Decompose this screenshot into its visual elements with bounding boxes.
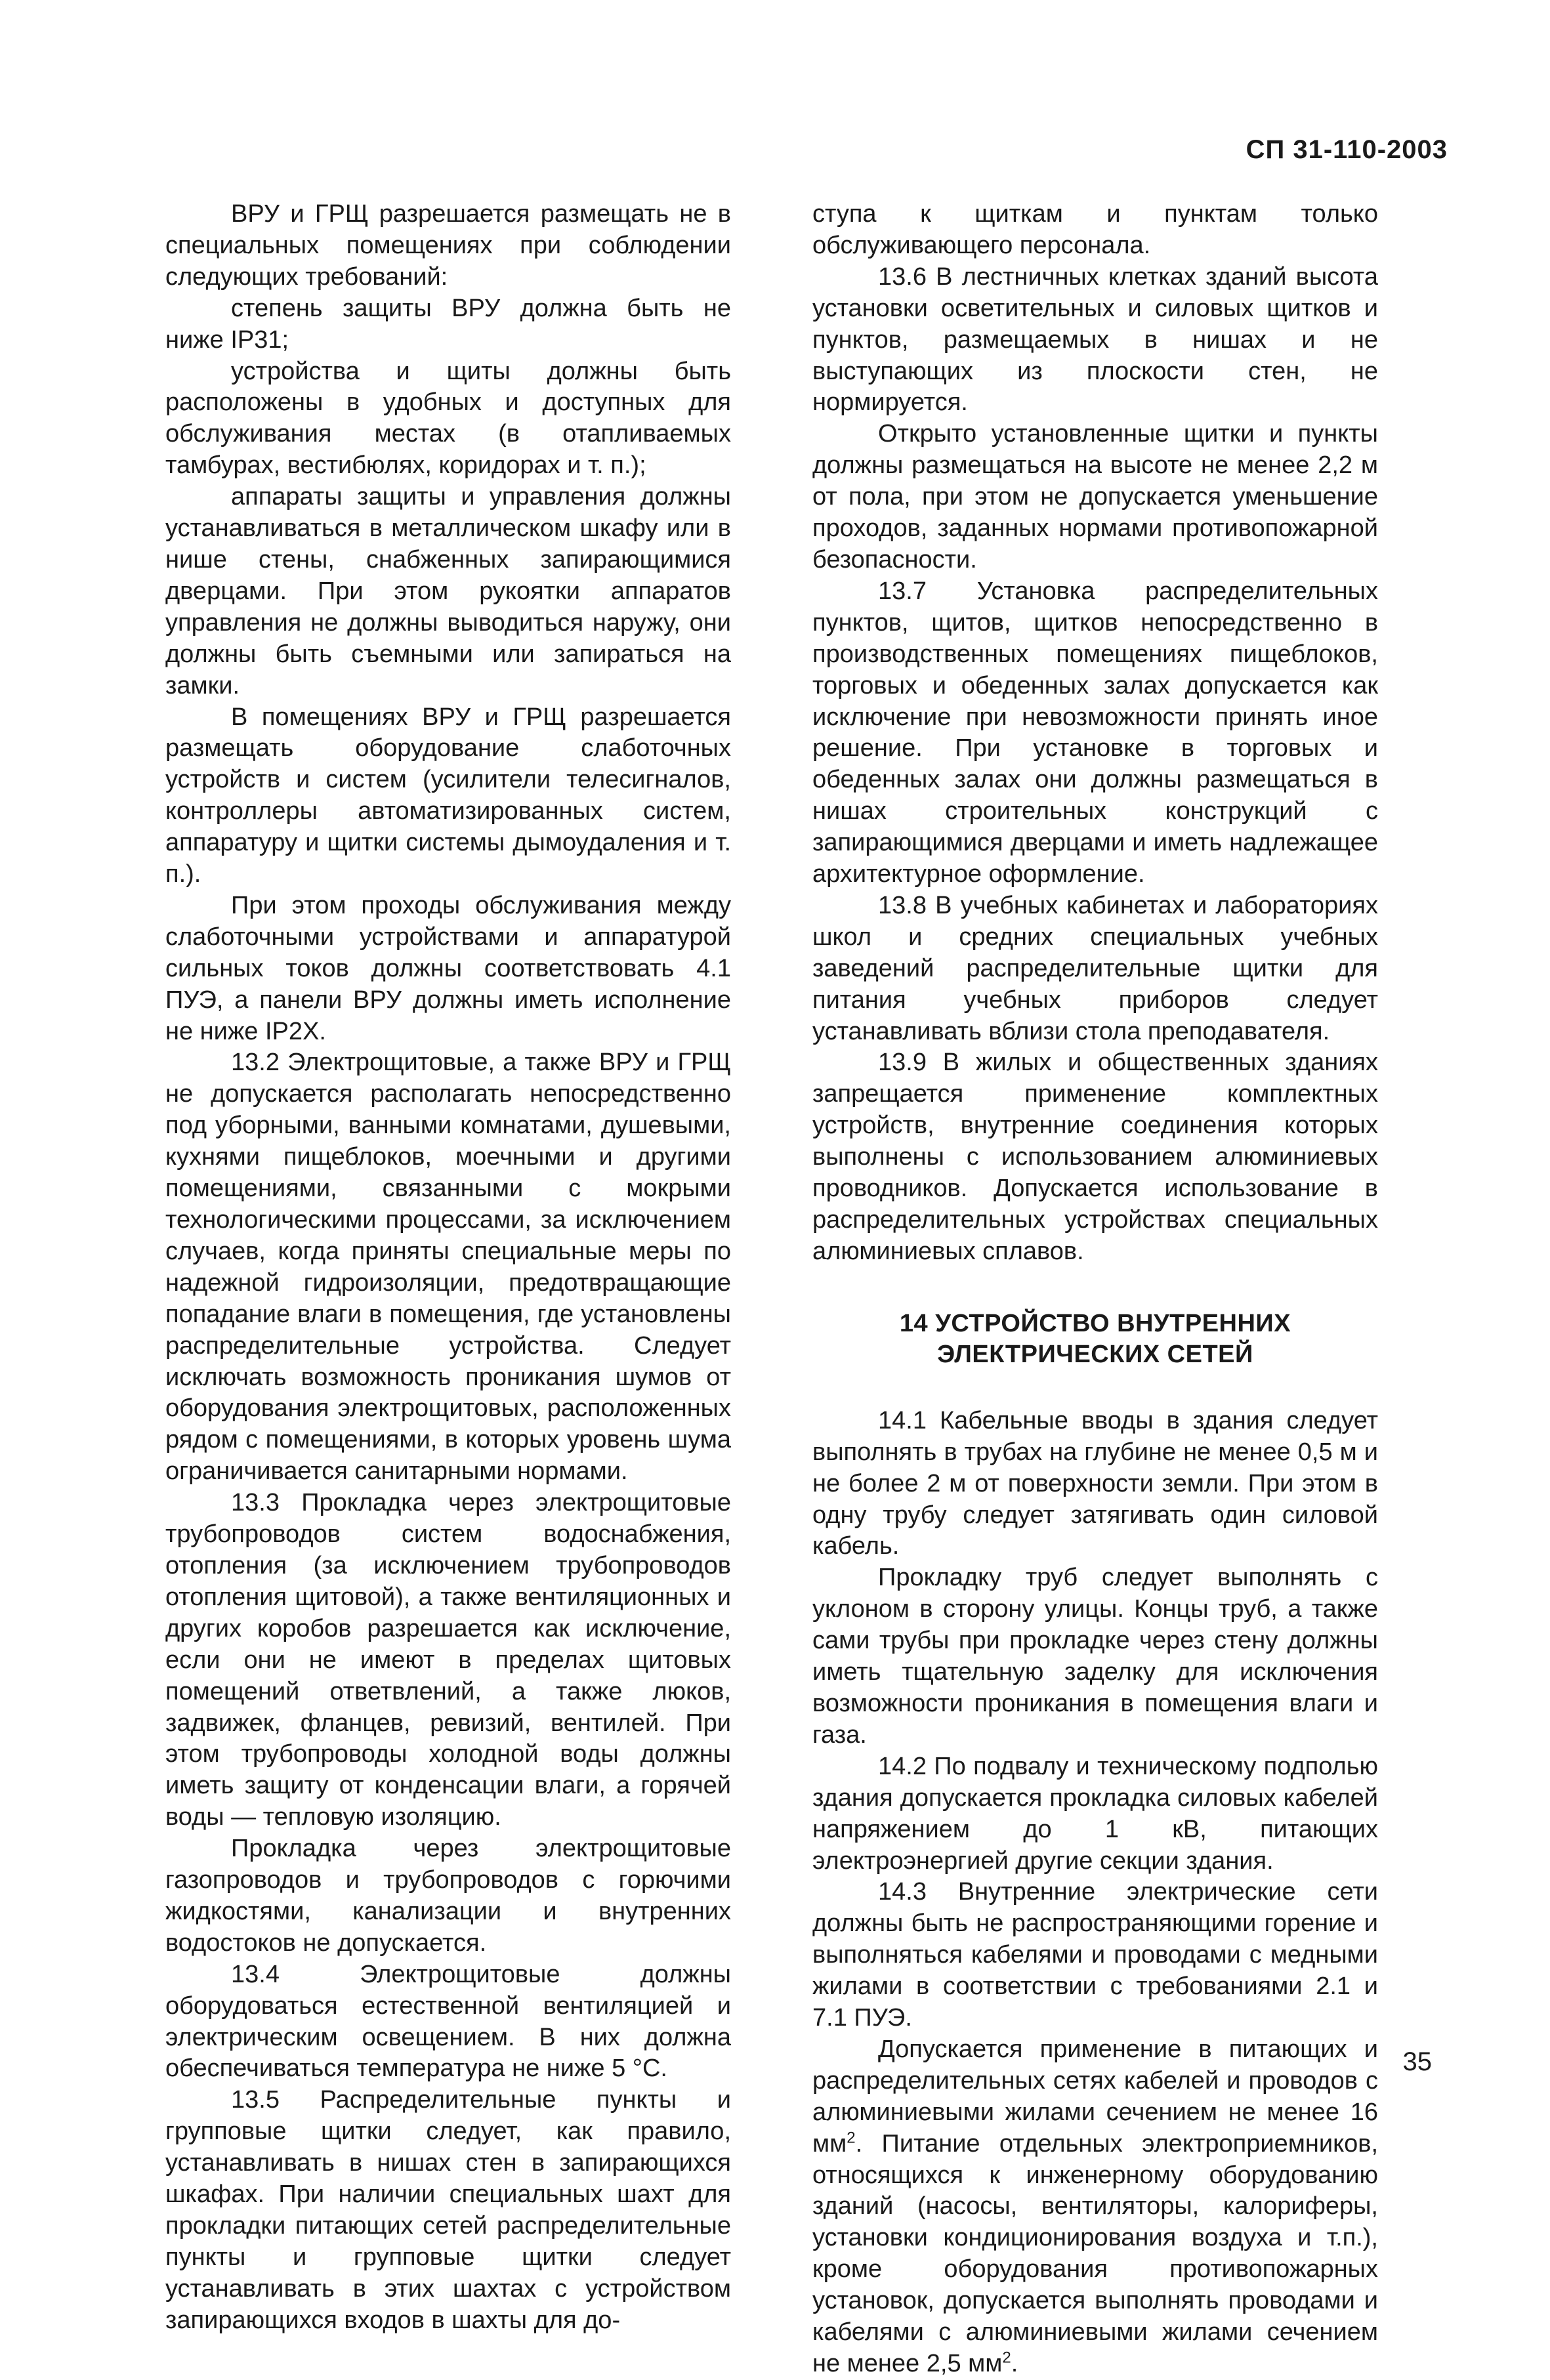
- paragraph: 13.6 В лестничных клетках зданий высота установки осветительных и силовых щитков и пунктов, размещаемых в нишах и не выступающих из плоскости стен, не нормируется.: [812, 262, 1378, 417]
- paragraph: 13.7 Установка распределительных пунктов, щитов, щитков непосредственно в производственных помещениях пищеблоков, торговых и обеденных залах допускается как исключение при невозможности принять иное решение. При установке в торговых и обеденных залах они должны размещаться в нишах строительных конструкций с запирающимися дверцами и иметь надлежащее архитектурное оформление.: [812, 577, 1378, 888]
- text-run: . Питание отдельных электроприемников, относящихся к инженерному оборудованию зданий (насосы, вентиляторы, калориферы, установки кондиционирования воздуха и т.п.), кроме оборудования противопожарных установок, допускается выполнять проводами и кабелями с алюминиевыми жилами сечением не менее 2,5 мм: [812, 2129, 1378, 2377]
- section-heading-line-2: ЭЛЕКТРИЧЕСКИХ СЕТЕЙ: [937, 1340, 1253, 1368]
- paragraph: 14.3 Внутренние электрические сети должны быть не распространяющими горение и выполняться кабелями и проводами с медными жилами в соответствии с требованиями 2.1 и 7.1 ПУЭ.: [812, 1878, 1378, 2032]
- paragraph: Открыто установленные щитки и пункты должны размещаться на высоте не менее 2,2 м от пола, при этом не допускается уменьшение проходов, заданных нормами противопожарной безопасности.: [812, 420, 1378, 574]
- document-code: СП 31-110-2003: [1246, 135, 1448, 164]
- paragraph: 13.2 Электрощитовые, а также ВРУ и ГРЩ не допускается располагать непосредственно под уборными, ванными комнатами, душевыми, кухнями пищеблоков, моечными и другими помещениями, связанными с мокрыми технологическими процессами, за исключением случаев, когда приняты специальные меры по надежной гидроизоляции, предотвращающие попадание влаги в помещения, где установлены распределительные устройства. Следует исключать возможность проникания шумов от оборудования электрощитовых, расположенных рядом с помещениями, в которых уровень шума ограничивается санитарными нормами.: [165, 1049, 731, 1486]
- paragraph: Прокладку труб следует выполнять с уклоном в сторону улицы. Концы труб, а также сами трубы при прокладке через стену должны иметь тщательную заделку для исключения возможности проникания в помещения влаги и газа.: [812, 1564, 1378, 1749]
- text-run: Допускается применение в питающих и распределительных сетях кабелей и проводов с алюминиевыми жилами сечением не менее 16 мм: [812, 2035, 1378, 2158]
- paragraph: 13.9 В жилых и общественных зданиях запрещается применение комплектных устройств, внутренние соединения которых выполнены с использованием алюминиевых проводников. Допускается использование в распределительных устройствах специальных алюминиевых сплавов.: [812, 1049, 1378, 1265]
- paragraph: аппараты защиты и управления должны устанавливаться в металлическом шкафу или в нише стены, снабженных запирающимися дверцами. При этом рукоятки аппаратов управления не должны выводиться наружу, они должны быть съемными или запираться на замки.: [165, 483, 731, 699]
- paragraph: [812, 2034, 1378, 2380]
- paragraph: ВРУ и ГРЩ разрешается размещать не в специальных помещениях при соблюдении следующих требований:: [165, 200, 731, 291]
- paragraph: ступа к щиткам и пунктам только обслуживающего персонала.: [812, 200, 1378, 259]
- paragraph: 14.1 Кабельные вводы в здания следует выполнять в трубах на глубине не менее 0,5 м и не более 2 м от поверхности земли. При этом в одну трубу следует затягивать один силовой кабель.: [812, 1406, 1378, 1560]
- text-run: .: [1011, 2350, 1018, 2377]
- paragraph: степень защиты ВРУ должна быть не ниже IP31;: [165, 294, 731, 354]
- paragraph: 13.8 В учебных кабинетах и лабораториях школ и средних специальных учебных заведений распределительные щитки для питания учебных приборов следует устанавливать вблизи стола преподавателя.: [812, 891, 1378, 1045]
- paragraph: 14.2 По подвалу и техническому подполью здания допускается прокладка силовых кабелей напряжением до 1 кВ, питающих электроэнергией другие секции здания.: [812, 1752, 1378, 1875]
- page-number: 35: [1402, 2047, 1432, 2076]
- section-heading-line-1: 14 УСТРОЙСТВО ВНУТРЕННИХ: [899, 1309, 1291, 1337]
- paragraph: 13.5 Распределительные пункты и групповые щитки следует, как правило, устанавливать в нишах стен в запирающихся шкафах. При наличии специальных шахт для прокладки питающих сетей распределительные пункты и групповые щитки следует устанавливать в этих шахтах с устройством запирающихся входов в шахты для до-: [165, 2086, 731, 2334]
- paragraph: Прокладка через электрощитовые газопроводов и трубопроводов с горючими жидкостями, канализации и внутренних водостоков не допускается.: [165, 1835, 731, 1957]
- paragraph: В помещениях ВРУ и ГРЩ разрешается размещать оборудование слаботочных устройств и систем (усилители телесигналов, контроллеры автоматизированных систем, аппаратуру и щитки системы дымоудаления и т. п.).: [165, 703, 731, 888]
- left-column: [165, 199, 731, 2337]
- section-heading: [812, 1308, 1378, 1370]
- paragraph: При этом проходы обслуживания между слаботочными устройствами и аппаратурой сильных токов должны соответствовать 4.1 ПУЭ, а панели ВРУ должны иметь исполнение не ниже IP2X.: [165, 891, 731, 1045]
- paragraph: 13.4 Электрощитовые должны оборудоваться естественной вентиляцией и электрическим освещением. В них должна обеспечиваться температура не ниже 5 °С.: [165, 1960, 731, 2083]
- superscript: 2: [1002, 2349, 1011, 2367]
- paragraph: устройства и щиты должны быть расположены в удобных и доступных для обслуживания местах (в отапливаемых тамбурах, вестибюлях, коридорах и т. п.);: [165, 357, 731, 480]
- paragraph: 13.3 Прокладка через электрощитовые трубопроводов систем водоснабжения, отопления (за исключением трубопроводов отопления щитовой), а также вентиляционных и других коробов разрешается как исключение, если они не имеют в пределах щитовых помещений ответвлений, а также люков, задвижек, фланцев, ревизий, вентилей. При этом трубопроводы холодной воды должны иметь защиту от конденсации влаги, а горячей воды — тепловую изоляцию.: [165, 1489, 731, 1831]
- superscript: 2: [847, 2129, 856, 2146]
- right-column: [812, 199, 1378, 2380]
